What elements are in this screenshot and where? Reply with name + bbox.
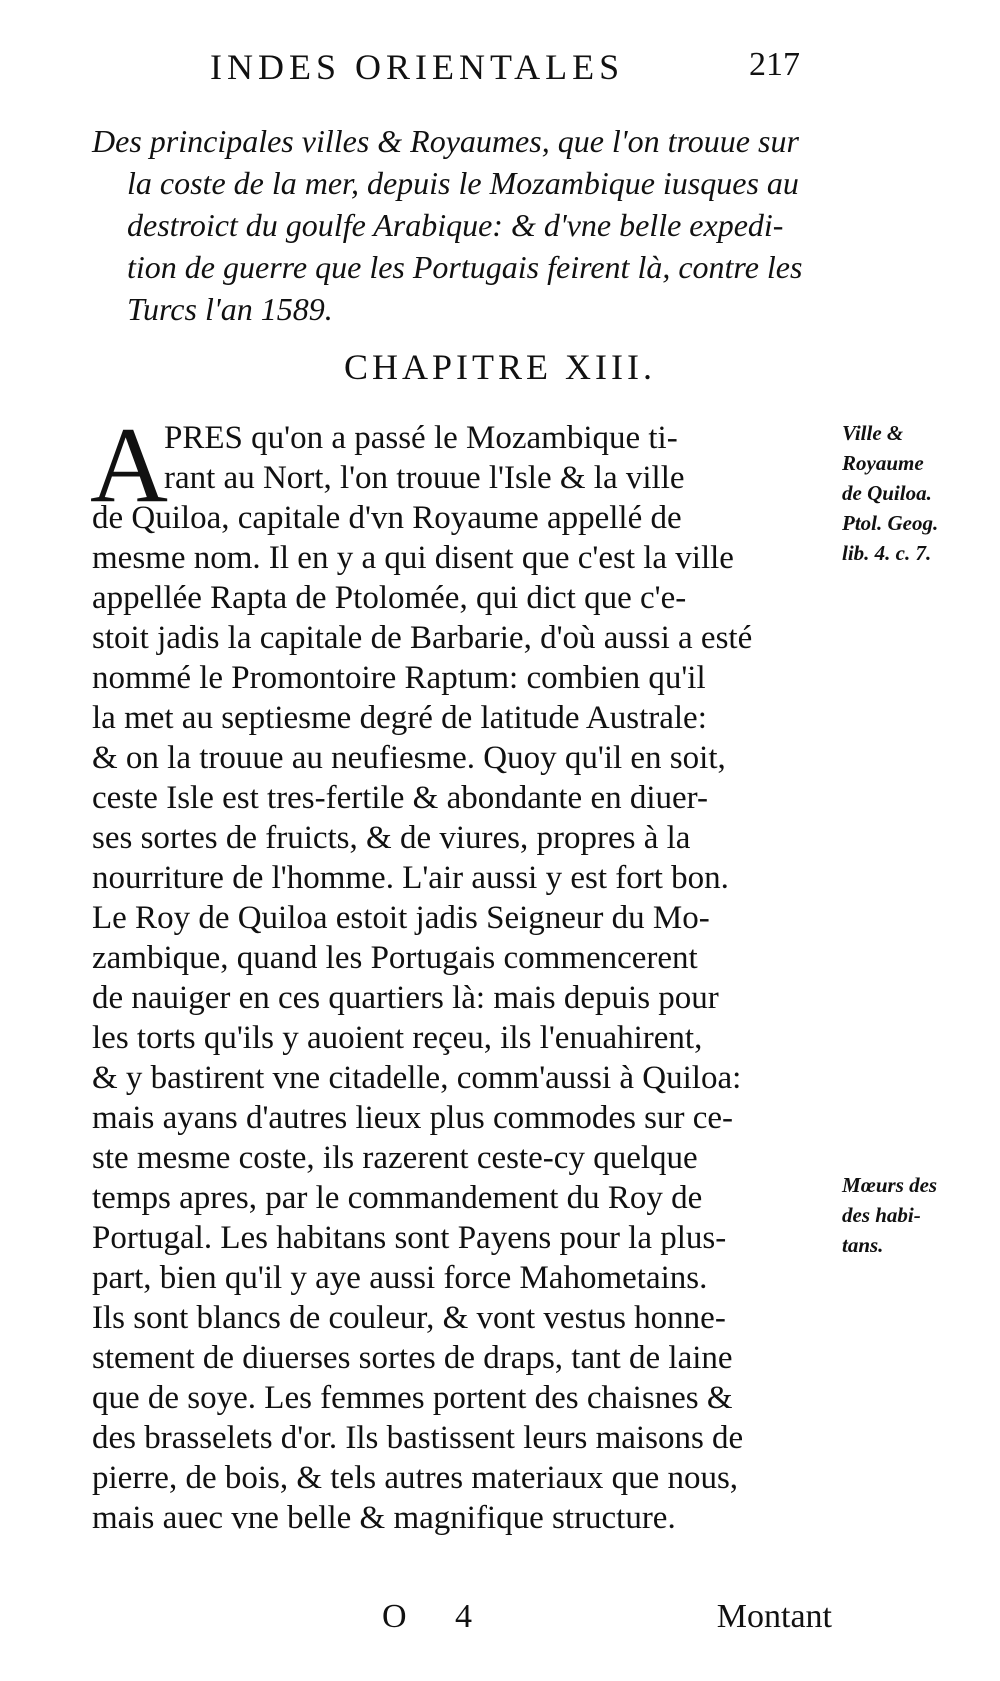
summary-line: Turcs l'an 1589. — [127, 291, 333, 327]
body-line: la met au septiesme degré de latitude Australe: — [92, 700, 707, 736]
running-title: INDES ORIENTALES — [210, 47, 625, 87]
body-line: Ils sont blancs de couleur, & vont vestus honne- — [92, 1300, 726, 1336]
body-line: rant au Nort, l'on trouue l'Isle & la ville — [164, 460, 685, 496]
body-line: & on la trouue au neufiesme. Quoy qu'il en soit, — [92, 740, 726, 776]
body-line: part, bien qu'il y aye aussi force Mahometains. — [92, 1260, 708, 1296]
summary-line: la coste de la mer, depuis le Mozambique iusques au — [127, 165, 799, 201]
body-text — [90, 406, 832, 1538]
body-line: nommé le Promontoire Raptum: combien qu'il — [92, 660, 706, 696]
margin-note-line: lib. 4. c. 7. — [842, 541, 932, 565]
body-line: pierre, de bois, & tels autres materiaux que nous, — [92, 1460, 739, 1496]
page-footer — [92, 1598, 832, 1638]
margin-note-line: tans. — [842, 1233, 884, 1257]
margin-note-line: Mœurs des — [842, 1173, 938, 1197]
summary-line: tion de guerre que les Portugais feirent là, contre les — [127, 249, 803, 285]
body-line: mesme nom. Il en y a qui disent que c'est la ville — [92, 540, 734, 576]
signature-mark: O 4 — [382, 1598, 493, 1635]
body-line: stement de diuerses sortes de draps, tant de laine — [92, 1340, 733, 1376]
body-line: de nauiger en ces quartiers là: mais depuis pour — [92, 980, 719, 1016]
body-line: stoit jadis la capitale de Barbarie, d'où aussi a esté — [92, 620, 753, 656]
body-line: ceste Isle est tres-fertile & abondante en diuer- — [92, 780, 708, 816]
margin-note-line: des habi- — [842, 1203, 921, 1227]
body-line: des brasselets d'or. Ils bastissent leurs maisons de — [92, 1420, 744, 1456]
body-line: de Quiloa, capitale d'vn Royaume appellé de — [92, 500, 682, 536]
margin-note-line: Royaume — [842, 451, 924, 475]
margin-note-quiloa — [842, 418, 992, 568]
body-line: que de soye. Les femmes portent des chaisnes & — [92, 1380, 733, 1416]
catchword: Montant — [716, 1598, 832, 1635]
summary-line: Des principales villes & Royaumes, que l'on trouue sur — [92, 123, 799, 159]
drop-cap: A — [90, 406, 168, 525]
body-line: temps apres, par le commandement du Roy de — [92, 1180, 703, 1216]
chapter-summary — [92, 120, 832, 330]
body-line: ste mesme coste, ils razerent ceste-cy quelque — [92, 1140, 698, 1176]
body-line: zambique, quand les Portugais commencerent — [92, 940, 698, 976]
body-line: appellée Rapta de Ptolomée, qui dict que c'e- — [92, 580, 687, 616]
body-line: les torts qu'ils y auoient reçeu, ils l'enuahirent, — [92, 1020, 703, 1056]
summary-line: destroict du goulfe Arabique: & d'vne belle expedi- — [127, 207, 784, 243]
running-head — [180, 46, 800, 86]
page-number: 217 — [749, 46, 800, 83]
chapter-heading: CHAPITRE XIII. — [344, 347, 656, 387]
margin-note-line: Ville & — [842, 421, 904, 445]
body-line: & y bastirent vne citadelle, comm'aussi à Quiloa: — [92, 1060, 742, 1096]
margin-note-line: de Quiloa. — [842, 481, 932, 505]
body-line: PRES qu'on a passé le Mozambique ti- — [164, 420, 678, 456]
body-line: mais auec vne belle & magnifique structure. — [92, 1500, 676, 1536]
body-line: nourriture de l'homme. L'air aussi y est fort bon. — [92, 860, 729, 896]
margin-note-line: Ptol. Geog. — [842, 511, 939, 535]
body-line: Portugal. Les habitans sont Payens pour la plus- — [92, 1220, 727, 1256]
body-line: ses sortes de fruicts, & de viures, propres à la — [92, 820, 691, 856]
body-line: Le Roy de Quiloa estoit jadis Seigneur du Mo- — [92, 900, 710, 936]
margin-note-moeurs — [842, 1170, 992, 1260]
body-line: mais ayans d'autres lieux plus commodes sur ce- — [92, 1100, 734, 1136]
